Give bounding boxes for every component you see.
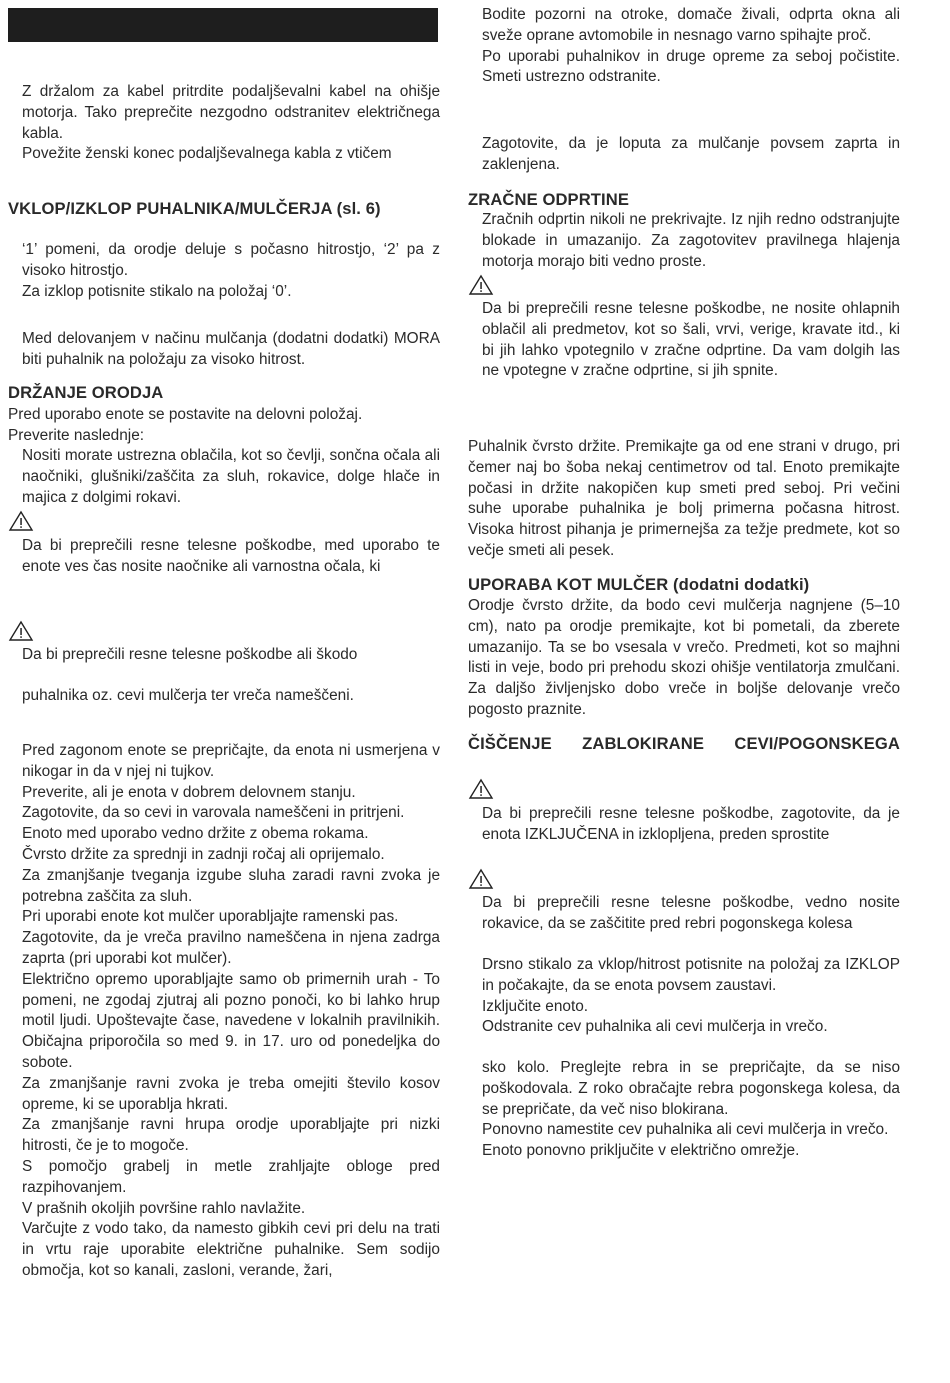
text-line: Enoto med uporabo vedno držite z obema rokama.: [22, 825, 369, 843]
paragraph-mulch-flap: [482, 134, 900, 176]
text-line: Preverite, ali je enota v dobrem delovnem stanju.: [22, 783, 356, 801]
text-line: Odstranite cev puhalnika ali cevi mulčerja in vrečo.: [482, 1018, 828, 1036]
paragraph-air-vents: [482, 210, 900, 272]
text-line: Z držalom za kabel pritrdite podaljševalni kabel na ohišje motorja. Tako preprečite nezgodno odstranitev električnega kabla.: [22, 83, 440, 142]
warning-triangle-icon: [468, 274, 494, 296]
text-line: Povežite ženski konec podaljševalnega kabla z vtičem: [22, 145, 392, 163]
text-line: Drsno stikalo za vklop/hitrost potisnite na položaj za IZKLOP in počakajte, da se enota povsem zaustavi.: [482, 956, 900, 994]
text-line: Zagotovite, da je loputa za mulčanje povsem zaprta in zaklenjena.: [482, 135, 900, 173]
text-line: puhalnika oz. cevi mulčerja ter vreča nameščeni.: [22, 687, 354, 704]
text-line: Za zmanjšanje ravni hrupa orodje uporabljajte pri nizki hitrosti, če je to mogoče.: [22, 1116, 440, 1155]
text-line: S pomočjo grabelj in metle zrahljajte obloge pred razpihovanjem.: [22, 1157, 440, 1196]
text-line: Zagotovite, da so cevi in varovala nameščeni in pritrjeni.: [22, 804, 405, 822]
warning-triangle-icon: [468, 868, 494, 890]
paragraph-loose-clothing: [482, 299, 900, 382]
text-line: Nositi morate ustrezna oblačila, kot so čevlji, sončna očala ali naočniki, glušniki/zaščita za sluh, rokavice, dolge hlače in majica z dolgimi rokavi.: [22, 447, 440, 506]
paragraph-attention: [482, 5, 900, 88]
text-line: Za zmanjšanje tveganja izgube sluha zaradi ravni zvoka je potrebna zaščita za sluh.: [22, 866, 440, 905]
text-line: Zračnih odprtin nikoli ne prekrivajte. Iz njih redno odstranjujte blokade in umazanijo. Za zagotovitev pravilnega hlajenja motorja morajo biti vedno proste.: [482, 211, 900, 270]
text-line: Puhalnik čvrsto držite. Premikajte ga od ene strani v drugo, pri čemer naj bo šoba nekaj centimetrov od tal. Enoto premikajte počasi in držite nakopičen kup smeti pred seboj. Pri večini suhe uporabe puhalnika je bolj primerna počasna hitrost. Visoka hitrost pihanja je primernejša za težje predmete, kot so večje smeti ali pesek.: [468, 438, 900, 559]
text-line: Pred uporabo enote se postavite na delovni položaj.: [8, 406, 363, 423]
paragraph-startup-checks: [22, 741, 440, 1282]
text-line: Ponovno namestite cev puhalnika ali cevi mulčerja in vrečo.: [482, 1121, 889, 1139]
text-line: Da bi preprečili resne telesne poškodbe, zagotovite, da je enota IZKLJUČENA in izklopljena, preden sprostite: [482, 805, 900, 843]
paragraph-unplug-warning: [482, 804, 900, 846]
paragraph-impeller-check: [482, 1058, 900, 1162]
paragraph-speed: [22, 240, 440, 302]
text-line: Bodite pozorni na otroke, domače živali, odprta okna ali sveže oprane avtomobile in nesnago varno spihajte proč.: [482, 6, 900, 44]
paragraph-cable-holder: [22, 82, 440, 165]
text-line: Da bi preprečili resne telesne poškodbe ali škodo: [22, 646, 358, 663]
header-bar: [8, 8, 438, 42]
text-line: Pred zagonom enote se prepričajte, da enota ni usmerjena v nikogar in da v njej ni tujkov.: [22, 742, 440, 780]
text-line: Da bi preprečili resne telesne poškodbe, med uporabo te enote ves čas nosite naočnike ali varnostna očala, ki: [22, 537, 440, 575]
paragraph-mulcher-use: [468, 596, 900, 721]
heading-mulcher-use: UPORABA KOT MULČER (dodatni dodatki): [468, 575, 810, 594]
warning-triangle-icon: [8, 620, 34, 642]
text-line: Pri uporabi enote kot mulčer uporabljajte ramenski pas.: [22, 908, 399, 926]
paragraph-tubes-bag: [22, 686, 440, 707]
text-line: Orodje čvrsto držite, da bodo cevi mulčerja nagnjene (5–10 cm), nato pa orodje premikajte, kot bi pometali, da zberete umazanijo. Ta se bo vsesala v vrečo. Predmeti, kot so majhni listi in veje, bodo pri prehodu skozi ohišje ventilatorja zmulčani. Za daljšo življenjsko dobo vreče in boljše delovanje vrečo pogosto praznite.: [468, 597, 900, 718]
text-line: Varčujte z vodo tako, da namesto gibkih cevi pri delu na trati in vrtu raje uporabite električne puhalnike. Sem sodijo območja, kot so kanali, zasloni, verande, žari,: [22, 1220, 440, 1279]
warning-triangle-icon: [8, 510, 34, 532]
heading-air-vents: ZRAČNE ODPRTINE: [468, 190, 629, 209]
text-line: Med delovanjem v načinu mulčanja (dodatni dodatki) MORA biti puhalnik na položaju za visoko hitrost.: [22, 330, 440, 368]
text-line: sko kolo. Preglejte rebra in se prepričajte, da se niso poškodovala. Z roko obračajte rebra pogonskega kolesa, da se prepričate, da več niso blokirana.: [482, 1059, 900, 1118]
text-line: Da bi preprečili resne telesne poškodbe, vedno nosite rokavice, da se zaščitite pred rebri pogonskega kolesa: [482, 894, 900, 932]
text-line: ‘1’ pomeni, da orodje deluje s počasno hitrostjo, ‘2’ pa z visoko hitrostjo.: [22, 241, 440, 279]
paragraph-goggles: [22, 536, 440, 578]
text-line: Enoto ponovno priključite v električno omrežje.: [482, 1142, 800, 1160]
paragraph-gloves-warning: [482, 893, 900, 935]
heading-cleaning: ČIŠČENJE ZABLOKIRANE CEVI/POGONSKEGA: [468, 734, 900, 753]
text-line: Čvrsto držite za sprednji in zadnji ročaj ali oprijemalo.: [22, 845, 385, 863]
text-line: Preverite naslednje:: [8, 426, 145, 444]
paragraph-switch-off-steps: [482, 955, 900, 1038]
heading-switch: VKLOP/IZKLOP PUHALNIKA/MULČERJA (sl. 6): [8, 199, 381, 218]
text-line: V prašnih okoljih površine rahlo navlažite.: [22, 1199, 306, 1217]
text-line: Zagotovite, da je vreča pravilno nameščena in njena zadrga zaprta (pri uporabi kot mulčer).: [22, 929, 440, 967]
paragraph-position: [8, 405, 440, 447]
text-line: Da bi preprečili resne telesne poškodbe, ne nosite ohlapnih oblačil ali predmetov, kot so šali, vrvi, verige, kravate itd., ki bi jih lahko vpotegnilo v zračne odprtine. Da vam dolgih las ne vpotegne v zračne odprtine, si jih spnite.: [482, 300, 900, 380]
text-line: Izključite enoto.: [482, 997, 589, 1015]
paragraph-damage-warning: [22, 645, 440, 666]
paragraph-mulch-mode: [22, 329, 440, 371]
text-line: Za izklop potisnite stikalo na položaj ‘0’.: [22, 282, 292, 300]
heading-holding: DRŽANJE ORODJA: [8, 383, 164, 402]
paragraph-blower-use: [468, 437, 900, 562]
text-line: Električno opremo uporabljajte samo ob primernih urah - To pomeni, ne zgodaj zjutraj ali pozno ponoči, ko bi lahko hrup motil ljudi. Upoštevajte čase, navedene v lokalnih pravilnikih. Običajna priporočila so med 9. in 17. uro od ponedeljka do sobote.: [22, 970, 440, 1071]
text-line: Po uporabi puhalnikov in druge opreme za seboj počistite. Smeti ustrezno odstranite.: [482, 47, 900, 86]
warning-triangle-icon: [468, 778, 494, 800]
paragraph-clothing: [22, 446, 440, 508]
text-line: Za zmanjšanje ravni zvoka je treba omejiti število kosov opreme, ki se uporablja hkrati.: [22, 1074, 440, 1113]
